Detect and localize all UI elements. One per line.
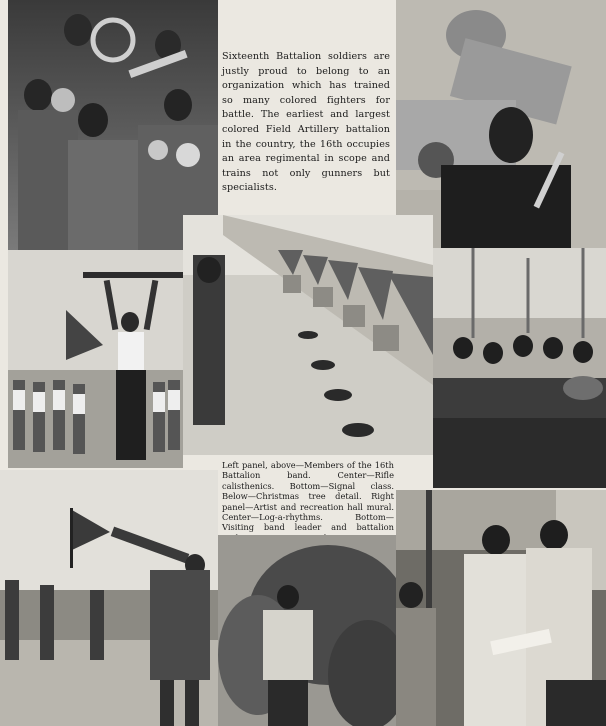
caption-photo-key: Left panel, above—Members of the 16th Battalion band. Center—Rifle calisthenics. Bottom—Signal class. Below—Christmas tree detail. Right panel—Artist and recreation hall mural. Center—Log-a-rhythms. Bottom—Visiting band leader and battalion [222,460,394,533]
photo-artist-mural [396,0,606,248]
photo-signal-class [0,470,218,726]
caption-intro: Sixteenth Battalion soldiers are justly proud to belong to an organization which has trained so many colored fighters for battle. The earliest and largest colored Field Artillery battalion in the country, the 16th occupies an area regimental in scope and trains not only gunners but specialists. [222,51,390,194]
photo-tent-row [183,215,433,455]
photo-christmas-tree-detail [218,535,396,726]
photo-band-leader-orchestra [396,490,606,726]
photo-log-a-rhythms [433,248,606,488]
photo-battalion-band [8,0,218,250]
photo-rifle-calisthenics [8,250,183,468]
